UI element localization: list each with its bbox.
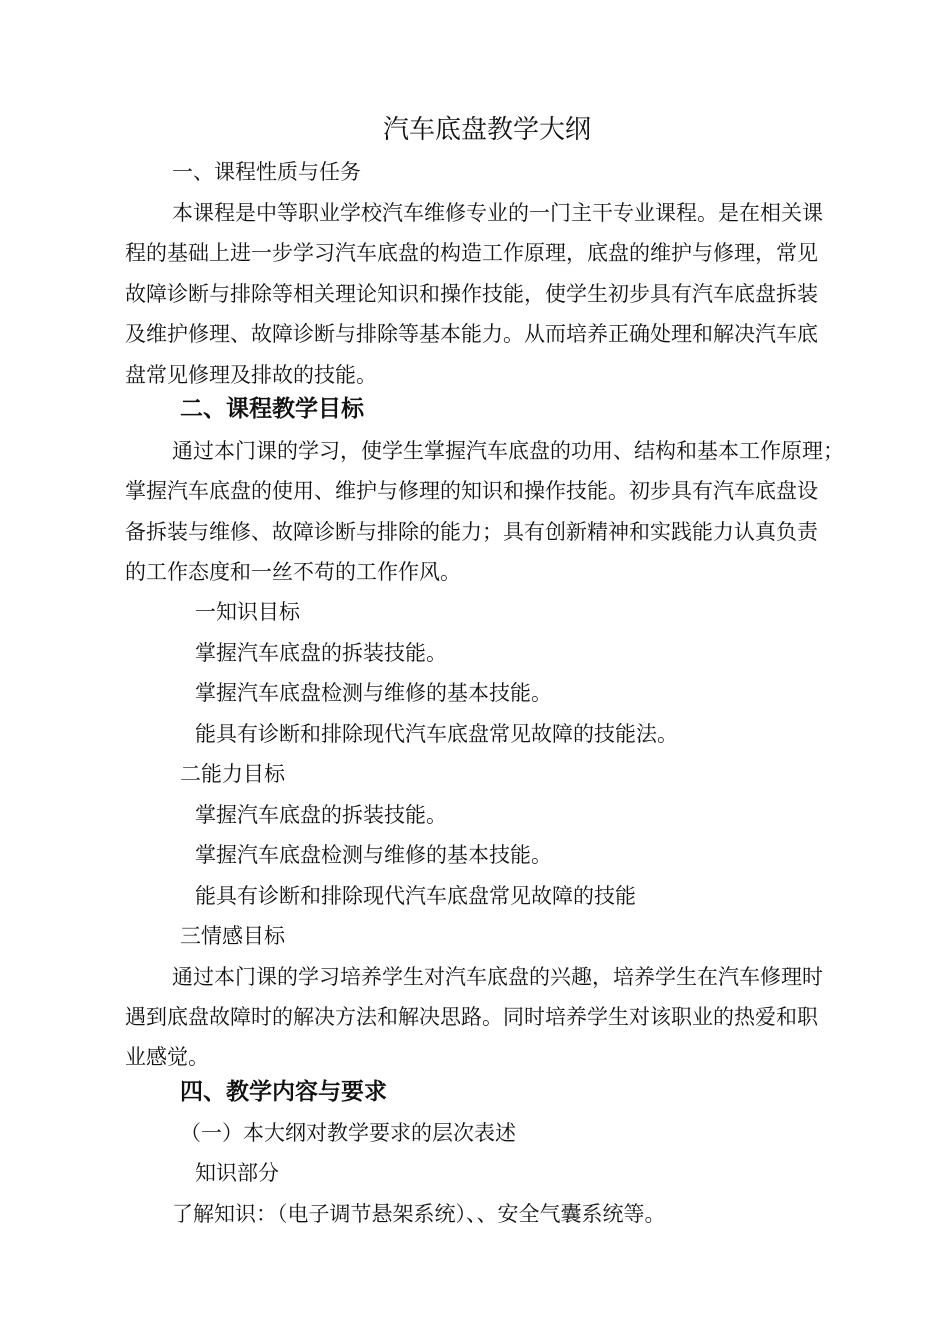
knowledge-goal-item: 能具有诊断和排除现代汽车底盘常见故障的技能法。 [195,722,678,746]
section-4-heading: 四、教学内容与要求 [180,1079,387,1105]
emotion-paragraph-line: 业感觉。 [125,1045,209,1069]
ability-goal-item: 能具有诊断和排除现代汽车底盘常见故障的技能 [195,884,636,908]
knowledge-part-label: 知识部分 [195,1161,279,1185]
section-2-paragraph-line: 的工作态度和一丝不苟的工作作风。 [125,560,461,584]
section-2-paragraph-line: 掌握汽车底盘的使用、维护与修理的知识和操作技能。初步具有汽车底盘设 [125,479,818,503]
knowledge-goal-item: 掌握汽车底盘检测与维修的基本技能。 [195,681,552,705]
knowledge-goals-heading: 一知识目标 [195,600,300,624]
section-2-paragraph-line: 备拆装与维修、故障诊断与排除的能力；具有创新精神和实践能力认真负责 [125,520,818,544]
knowledge-goal-item: 掌握汽车底盘的拆装技能。 [195,641,447,665]
understand-knowledge-line: 了解知识：（电子调节悬架系统）、、安全气囊系统等。 [172,1202,666,1226]
section-4-subheading: （一）本大纲对教学要求的层次表述 [180,1121,516,1145]
section-1-paragraph-line: 本课程是中等职业学校汽车维修专业的一门主干专业课程。是在相关课 [172,201,823,225]
emotion-paragraph-line: 通过本门课的学习培养学生对汽车底盘的兴趣，培养学生在汽车修理时 [172,965,823,989]
section-1-heading: 一、课程性质与任务 [172,160,361,184]
emotion-paragraph-line: 遇到底盘故障时的解决方法和解决思路。同时培养学生对该职业的热爱和职 [125,1005,818,1029]
section-1-paragraph-line: 及维护修理、故障诊断与排除等基本能力。从而培养正确处理和解决汽车底 [125,322,818,346]
section-2-heading: 二、课程教学目标 [180,396,364,422]
page-title: 汽车底盘教学大纲 [383,115,592,145]
ability-goals-heading: 二能力目标 [180,762,285,786]
section-1-paragraph-line: 程的基础上进一步学习汽车底盘的构造工作原理，底盘的维护与修理，常见 [125,241,818,265]
emotion-goals-heading: 三情感目标 [180,924,285,948]
ability-goal-item: 掌握汽车底盘的拆装技能。 [195,803,447,827]
ability-goal-item: 掌握汽车底盘检测与维修的基本技能。 [195,843,552,867]
section-1-paragraph-line: 故障诊断与排除等相关理论知识和操作技能，使学生初步具有汽车底盘拆装 [125,282,818,306]
section-2-paragraph-line: 通过本门课的学习，使学生掌握汽车底盘的功用、结构和基本工作原理； [172,439,844,463]
section-1-paragraph-line: 盘常见修理及排故的技能。 [125,363,377,387]
